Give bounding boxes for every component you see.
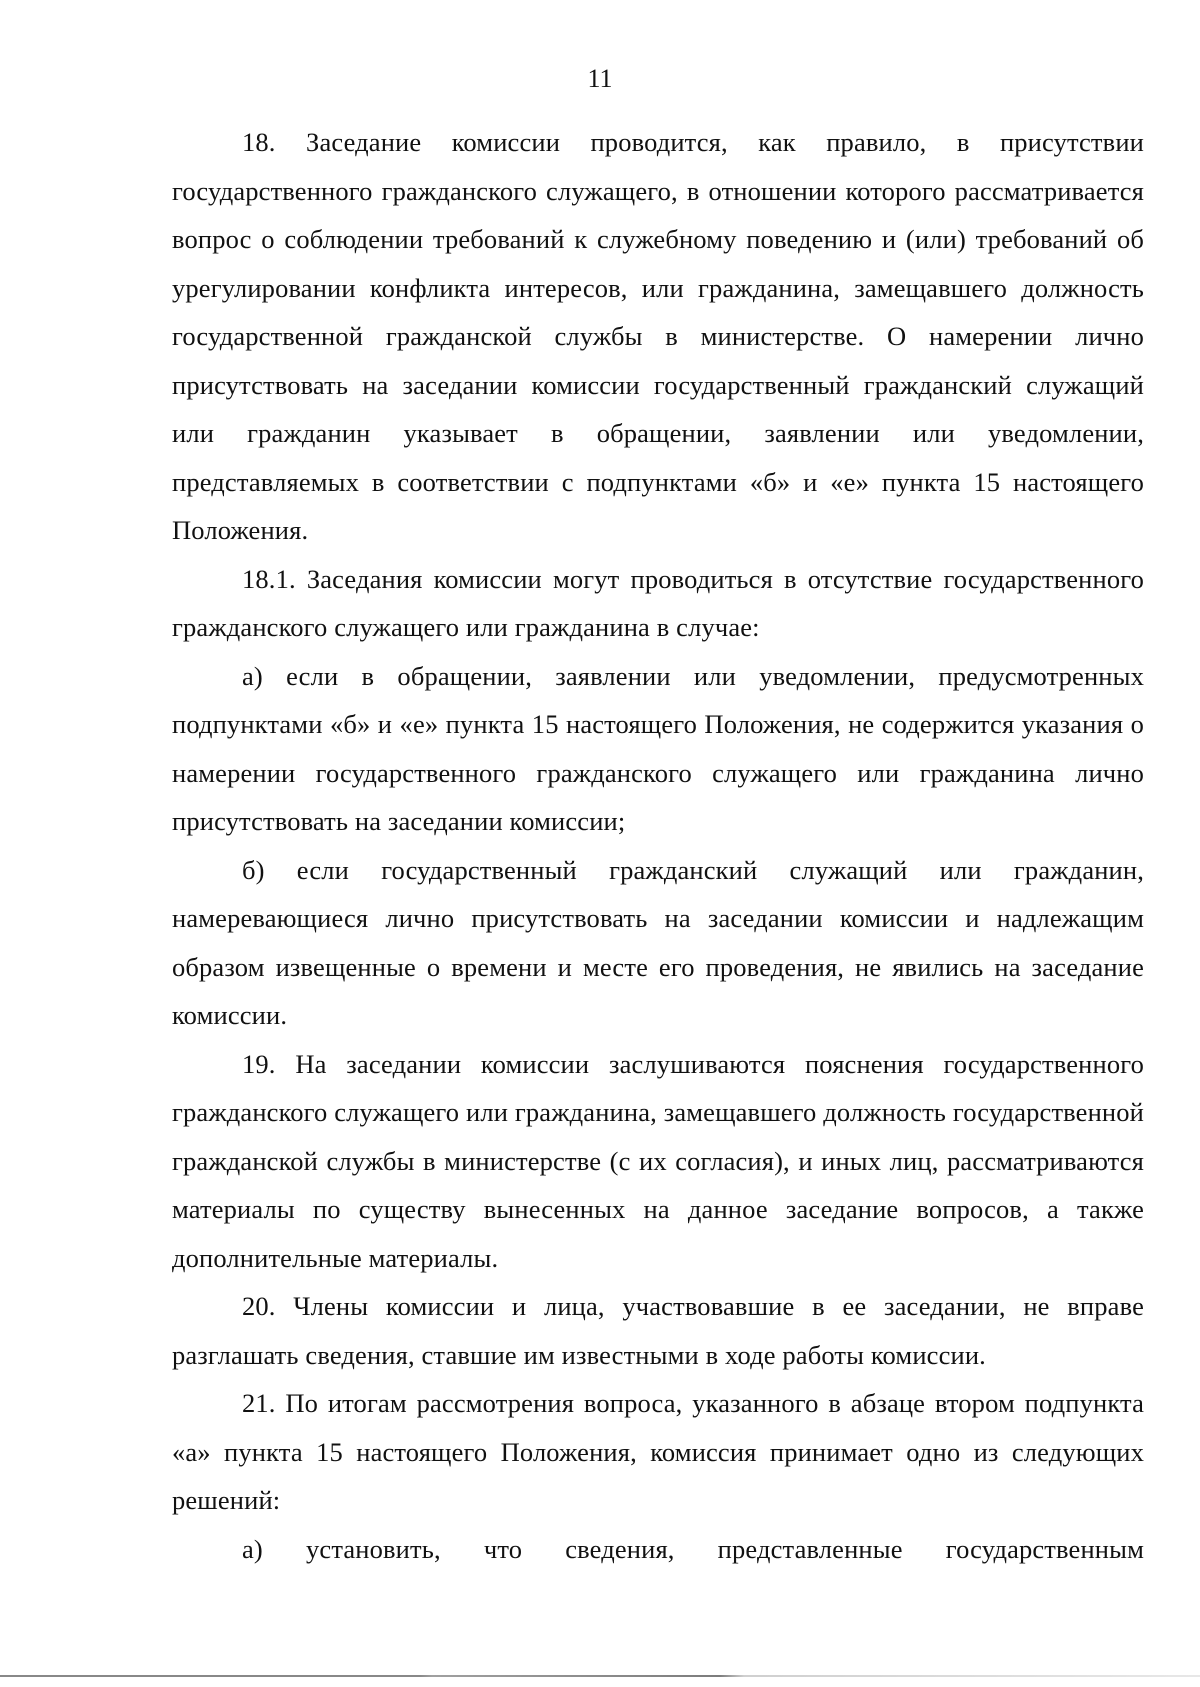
paragraph-18-1: 18.1. Заседания комиссии могут проводиться в отсутствие государственного гражданского служащего или гражданина в случае: <box>172 563 1144 642</box>
page-number: 11 <box>587 64 613 93</box>
paragraph-18-1-a: а) если в обращении, заявлении или уведомлении, предусмотренных подпунктами «б» и «е» пункта 15 настоящего Положения, не содержится указания о намерении государственного гражданского служащего или гражданина лично присутствовать на заседании комиссии; <box>172 660 1144 836</box>
paragraph-20: 20. Члены комиссии и лица, участвовавшие в ее заседании, не вправе разглашать сведения, ставшие им известными в ходе работы комиссии. <box>172 1291 1144 1370</box>
paragraph-19: 19. На заседании комиссии заслушиваются пояснения государственного гражданского служащего или гражданина, замещавшего должность государственной гражданской службы в министерстве (с их согласия), и иных лиц, рассматриваются материалы по существу вынесенных на данное заседание вопросов, а также дополнительные материалы. <box>172 1048 1144 1273</box>
paragraph-21: 21. По итогам рассмотрения вопроса, указанного в абзаце втором подпункта «а» пункта 15 настоящего Положения, комиссия принимает одно из следующих решений: <box>172 1388 1144 1515</box>
scan-edge-line <box>0 1675 1200 1677</box>
paragraph-18-1-b: б) если государственный гражданский служащий или гражданин, намеревающиеся лично присутствовать на заседании комиссии и надлежащим образом извещенные о времени и месте его проведения, не явились на заседание комиссии. <box>172 854 1144 1030</box>
paragraph-18: 18. Заседание комиссии проводится, как правило, в присутствии государственного гражданского служащего, в отношении которого рассматривается вопрос о соблюдении требований к служебному поведению и (или) требований об урегулировании конфликта интересов, или гражданина, замещавшего должность государственной гражданской службы в министерстве. О намерении лично присутствовать на заседании комиссии государственный гражданский служащий или гражданин указывает в обращении, заявлении или уведомлении, представляемых в соответствии с подпунктами «б» и «е» пункта 15 настоящего Положения. <box>172 127 1144 545</box>
paragraph-21-a: а) установить, что сведения, представленные государственным <box>242 1533 1144 1564</box>
document-body <box>172 118 1144 1573</box>
